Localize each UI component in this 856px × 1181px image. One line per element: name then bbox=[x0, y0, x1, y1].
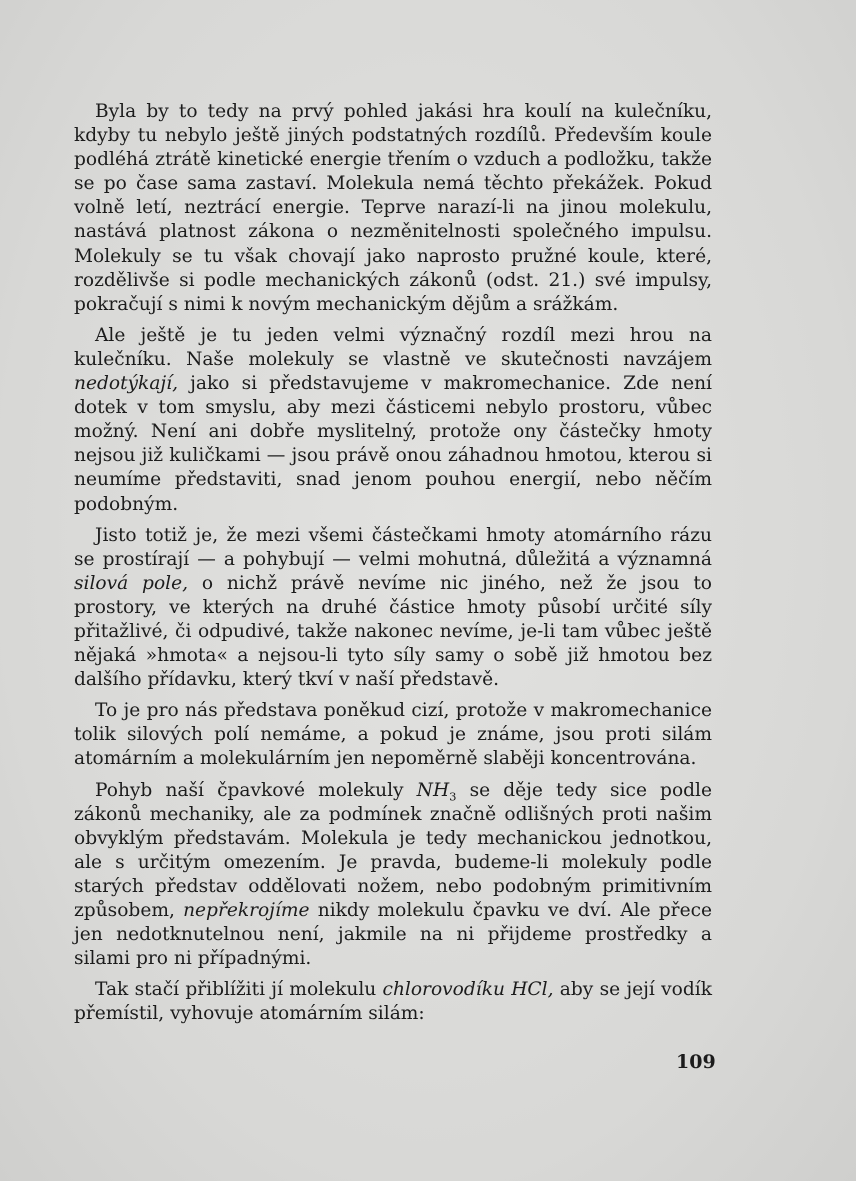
text-run: nikdy molekulu čpavku ve dví. Ale přece jen nedotknutelnou není, jakmile na ni přijdeme prostředky a silami pro ni případnými. bbox=[74, 900, 712, 970]
formula-text: NH bbox=[416, 779, 450, 801]
text-run: se děje tedy sice podle zákonů mechaniky, ale za podmínek značně odlišných proti našim obvyklým představám. Molekula je tedy mechanickou jednotkou, ale s určitým omezením. Je pravda, budeme-li molekuly podle starých představ oddělovati nožem, nebo podobným primitivním způsobem, bbox=[74, 779, 713, 921]
formula-subscript: 3 bbox=[449, 789, 457, 804]
emphasis-text: silová pole, bbox=[74, 572, 189, 594]
emphasis-text: nedotýkají, bbox=[74, 373, 179, 395]
ammonia-formula bbox=[416, 779, 457, 804]
emphasis-text: nepřekrojíme bbox=[183, 900, 310, 921]
paragraph-6 bbox=[74, 978, 712, 1026]
text-run: o nichž právě nevíme nic jiného, než že jsou to prostory, ve kterých na druhé částice hmoty působí určité síly přitažlivé, či odpudivé, takže nakonec nevíme, je-li tam vůbec ještě nějaká »hmota« a nejsou-li tyto síly samy o sobě již hmotou bez dalšího přídavku, který tkví v naší představě. bbox=[74, 572, 713, 691]
paragraph-3 bbox=[74, 524, 712, 693]
text-run: aby se její vodík přemístil, vyhovuje atomárním silám: bbox=[74, 979, 712, 1025]
paragraph-5 bbox=[74, 779, 712, 972]
paragraph-4 bbox=[74, 699, 712, 771]
paragraph-2 bbox=[74, 324, 712, 517]
text-run: Ale ještě je tu jeden velmi význačný rozdíl mezi hrou na kulečníku. Naše molekuly se vlastně ve skutečnosti navzájem bbox=[74, 324, 712, 370]
body-text bbox=[74, 100, 712, 1026]
text-run: To je pro nás představa poněkud cizí, protože v makromechanice tolik silových polí nemáme, a pokud je známe, jsou proti silám atomárním a molekulárním jen nepoměrně slaběji koncentrována. bbox=[74, 700, 712, 770]
text-run: Tak stačí přiblížiti jí molekulu bbox=[95, 979, 383, 1001]
paragraph-1 bbox=[74, 100, 712, 317]
page-number: 109 bbox=[676, 1051, 716, 1073]
text-run: Pohyb naší čpavkové molekuly bbox=[95, 779, 417, 801]
text-run: Jisto totiž je, že mezi všemi částečkami hmoty atomárního rázu se prostírají — a pohybují — velmi mohutná, důležitá a významná bbox=[74, 524, 712, 570]
text-run: Byla by to tedy na prvý pohled jakási hra koulí na kulečníku, kdyby tu nebylo ještě jiných podstatných rozdílů. Především koule podléhá ztrátě kinetické energie třením o vzduch a podložku, takže se po čase sama zastaví. Molekula nemá těchto překážek. Pokud volně letí, neztrácí energie. Teprve narazí-li na jinou molekulu, nastává platnost zákona o nezměnitelnosti společného impulsu. Molekuly se tu však chovají jako naprosto pružné koule, které, rozdělivše si podle mechanických zákonů (odst. 21.) své impulsy, pokračují s nimi k novým mechanickým dějům a srážkám. bbox=[74, 101, 712, 315]
text-run: jako si představujeme v makromechanice. Zde není dotek v tom smyslu, aby mezi částicemi nebylo prostoru, vůbec možný. Není ani dobře myslitelný, protože ony částečky hmoty nejsou již kuličkami — jsou právě onou záhadnou hmotou, kterou si neumíme představiti, snad jenom pouhou energií, nebo něčím podobným. bbox=[74, 373, 712, 515]
emphasis-text: chlorovodíku HCl, bbox=[382, 979, 554, 1001]
